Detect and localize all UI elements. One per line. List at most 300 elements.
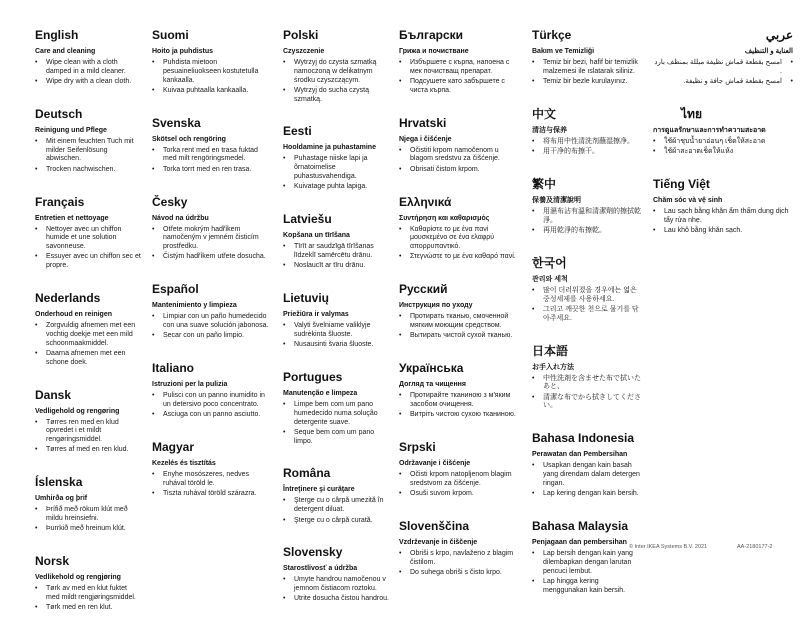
- care-instruction-list: [35, 506, 142, 534]
- care-instruction-list: [532, 59, 643, 87]
- bullet-icon: •: [399, 313, 402, 321]
- language-section: [283, 545, 389, 604]
- bullet-icon: •: [283, 183, 286, 191]
- care-instruction: [399, 166, 522, 175]
- care-instruction-list: [399, 59, 522, 96]
- care-instruction: [399, 147, 522, 165]
- language-title: Suomi: [152, 28, 189, 42]
- care-instruction: [283, 497, 389, 515]
- care-instruction-text: Lau khô bằng khăn sạch.: [664, 227, 743, 235]
- care-instruction-text: Torka rent med en trasa fuktad med milt rengöringsmedel.: [163, 146, 258, 163]
- care-instruction-list: [653, 59, 793, 87]
- language-title: Polski: [283, 28, 319, 42]
- care-instruction-text: Kuivaa puhtaalla kankaalla.: [163, 86, 249, 94]
- care-heading: Hooldamine ja puhastamine: [283, 144, 376, 152]
- care-instruction-text: Torka torrt med en ren trasa.: [163, 165, 252, 173]
- care-instruction: [283, 576, 389, 594]
- care-instruction-text: Lap bersih dengan kain yang dilembapkan dengan larutan pencuci lembut.: [543, 549, 633, 575]
- care-instruction-text: Wytrzyj do czysta szmatką namoczoną w delikatnym środku czyszczącym.: [294, 59, 377, 84]
- language-column: [35, 28, 142, 633]
- care-instruction-text: ใช้ผ้าชุบน้ำยาอ่อนๆ เช็ดให้สะอาด: [664, 137, 766, 145]
- bullet-icon: •: [35, 446, 38, 454]
- language-section: [283, 370, 389, 446]
- care-instruction-text: Tiszta ruhával töröld szárazra.: [163, 490, 257, 498]
- care-instruction-list: [399, 550, 522, 578]
- care-instruction-text: 그리고 깨끗한 천으로 물기를 닦아주세요.: [543, 305, 639, 322]
- care-instruction-text: Temiz bir bezle kurulayınız.: [543, 78, 628, 86]
- language-title: Slovensky: [283, 545, 343, 560]
- language-section: [532, 256, 643, 324]
- care-instruction: [283, 87, 389, 105]
- bullet-icon: •: [35, 604, 38, 612]
- care-instruction: [532, 550, 643, 576]
- care-instruction-list: [283, 59, 389, 104]
- care-instruction: [283, 322, 389, 340]
- language-section: [399, 116, 522, 175]
- care-instruction-list: [532, 287, 643, 324]
- care-instruction: [35, 446, 142, 455]
- care-instruction: [283, 429, 389, 447]
- care-instruction: [152, 253, 273, 262]
- care-instruction-text: Þurrkið með hreinum klút.: [46, 525, 126, 533]
- care-instruction-text: امسح بقطعة قماش جافة و نظيفة.: [683, 78, 782, 86]
- language-section: [35, 475, 142, 534]
- bullet-icon: •: [532, 305, 535, 313]
- care-instruction: [152, 332, 273, 341]
- language-section: [35, 291, 142, 367]
- bullet-icon: •: [152, 59, 155, 66]
- care-heading: Priežiūra ir valymas: [283, 311, 349, 319]
- care-instruction-text: Obriši s krpo, navlaženo z blagim čistilom.: [410, 549, 514, 566]
- care-heading: Reinigung und Pflege: [35, 126, 107, 134]
- language-title: Íslenska: [35, 475, 83, 490]
- care-instruction: [35, 585, 142, 603]
- care-instruction: [35, 525, 142, 534]
- language-title: Dansk: [35, 387, 72, 402]
- bullet-icon: •: [532, 148, 535, 156]
- language-section: [532, 28, 643, 87]
- care-instruction-text: Do suhega obriši s čisto krpo.: [410, 569, 502, 577]
- care-instruction-text: Essuyer avec un chiffon sec et propre.: [46, 253, 141, 270]
- bullet-icon: •: [35, 585, 38, 593]
- care-instruction-text: Протирайте тканиною з м'яким засобом очищення.: [410, 392, 511, 408]
- care-instruction: [283, 183, 389, 192]
- care-instruction-text: Lau sạch bằng khăn ẩm thấm dung dịch tẩy rửa nhẹ.: [664, 207, 789, 224]
- care-instruction: [283, 262, 389, 271]
- bullet-icon: •: [152, 253, 155, 261]
- care-instruction: [399, 550, 522, 568]
- care-instruction-text: Wytrzyj do sucha czystą szmatką.: [294, 86, 370, 103]
- care-instruction-list: [283, 497, 389, 525]
- care-instruction-text: Temiz bir bezi, hafif bir temizlik malzemesi ile ıslatarak siliniz.: [543, 59, 638, 75]
- bullet-icon: •: [653, 207, 656, 215]
- care-heading: Vzdrževanje in čiščenje: [399, 538, 478, 546]
- care-instruction: [35, 78, 142, 87]
- care-heading: Hoito ja puhdistus: [152, 48, 214, 55]
- bullet-icon: •: [35, 322, 38, 330]
- bullet-icon: •: [152, 411, 155, 419]
- care-heading: Návod na údržbu: [152, 214, 209, 222]
- care-heading: Întreţinere şi curăţare: [283, 486, 355, 494]
- care-instruction-text: Pulisci con un panno inumidito in un detersivo poco concentrato.: [163, 392, 265, 408]
- language-title: ไทย: [681, 106, 702, 121]
- care-instruction: [35, 226, 142, 252]
- language-section: [152, 195, 273, 263]
- care-instruction-list: [532, 375, 643, 412]
- bullet-icon: •: [283, 400, 286, 408]
- care-instruction: [532, 138, 643, 147]
- bullet-icon: •: [399, 146, 402, 154]
- care-instruction-text: Lap hingga kering menggunakan kain bersih.: [543, 577, 626, 594]
- care-instruction: [532, 394, 643, 412]
- care-instruction-text: Tørk av med en klut fuktet med mildt rengjøringsmiddel.: [46, 585, 136, 601]
- care-instruction-list: [35, 226, 142, 271]
- bullet-icon: •: [532, 577, 535, 585]
- care-heading: 清洁与保养: [532, 126, 567, 134]
- language-section: [152, 116, 273, 175]
- care-instruction-list: [152, 147, 273, 175]
- care-instruction-list: [152, 392, 273, 420]
- bullet-icon: •: [35, 418, 38, 426]
- care-instruction: [399, 332, 522, 341]
- care-instruction: [653, 138, 793, 147]
- language-title: Latviešu: [283, 212, 332, 227]
- language-section: [152, 440, 273, 499]
- language-section: [399, 28, 522, 96]
- care-instruction-text: Daarna afnemen met een schone doek.: [46, 349, 126, 366]
- care-instruction-text: Asciuga con un panno asciutto.: [163, 411, 261, 419]
- bullet-icon: •: [399, 165, 402, 173]
- care-instruction: [532, 59, 643, 77]
- language-section: [653, 177, 793, 236]
- bullet-icon: •: [399, 392, 402, 400]
- care-instruction: [532, 148, 643, 157]
- bullet-icon: •: [532, 137, 535, 145]
- care-instruction-text: Þrífið með rökum klút með mildu hreinsiefni.: [46, 506, 128, 523]
- language-section: [35, 28, 142, 87]
- bullet-icon: •: [35, 165, 38, 173]
- bullet-icon: •: [399, 225, 402, 233]
- care-instruction-text: Протирать тканью, смоченной мягким моющим средством.: [410, 313, 509, 330]
- care-instruction-list: [35, 59, 142, 87]
- language-column: [152, 28, 273, 633]
- care-instruction: [653, 148, 793, 157]
- care-instruction-text: Tørres ren med en klud opvredet i et mildt rengøringsmiddel.: [46, 418, 119, 444]
- bullet-icon: •: [283, 576, 286, 584]
- language-title: 繁中: [532, 176, 557, 191]
- bullet-icon: •: [532, 393, 535, 401]
- language-title: عربي: [765, 28, 793, 42]
- language-title: Türkçe: [532, 28, 572, 42]
- footer-copyright: © Inter IKEA Systems B.V. 2021: [629, 544, 708, 550]
- care-instruction-list: [283, 322, 389, 350]
- bullet-icon: •: [399, 78, 402, 86]
- care-heading: 관리와 세척: [532, 275, 568, 283]
- care-instruction: [283, 595, 389, 604]
- language-title: Bahasa Indonesia: [532, 431, 635, 446]
- language-section: [283, 212, 389, 271]
- care-instruction: [152, 147, 273, 165]
- care-instruction-text: Noslaucīt ar tīru drānu.: [294, 262, 366, 270]
- language-title: English: [35, 28, 79, 42]
- care-heading: Vedligehold og rengøring: [35, 407, 120, 415]
- care-instruction-text: Избършете с кърпа, напоена с мек почистващ препарат.: [410, 59, 510, 75]
- language-column: [283, 28, 389, 633]
- language-title: Magyar: [152, 440, 195, 455]
- care-heading: Manutenção e limpeza: [283, 389, 358, 397]
- care-instruction-text: Utrite dosucha čistou handrou.: [294, 595, 389, 603]
- language-column: [399, 28, 522, 633]
- language-section: [283, 124, 389, 192]
- care-instruction-list: [399, 392, 522, 420]
- care-instruction: [152, 471, 273, 489]
- language-title: Norsk: [35, 554, 70, 569]
- care-instruction-text: Nusausinti švaria šluoste.: [294, 341, 374, 349]
- care-instruction-text: Osuši suvom krpom.: [410, 490, 474, 498]
- care-instruction: [399, 471, 522, 489]
- care-instruction-list: [532, 138, 643, 157]
- bullet-icon: •: [35, 225, 38, 233]
- care-instruction: [152, 392, 273, 410]
- care-heading: Entretien et nettoyage: [35, 214, 109, 222]
- care-instruction: [35, 138, 142, 164]
- bullet-icon: •: [532, 227, 535, 235]
- language-title: Srpski: [399, 440, 436, 455]
- care-heading: お手入れ方法: [532, 363, 574, 371]
- bullet-icon: •: [532, 374, 535, 382]
- bullet-icon: •: [283, 341, 286, 349]
- bullet-icon: •: [532, 462, 535, 470]
- care-instruction: [283, 341, 389, 350]
- care-instruction: [35, 59, 142, 77]
- bullet-icon: •: [283, 428, 286, 436]
- language-title: 한국어: [532, 255, 567, 270]
- language-title: 日本語: [532, 343, 569, 358]
- care-instruction: [399, 392, 522, 410]
- care-instruction-text: امسح بقطعة قماش نظيفة مبللة بمنظف بارد .: [654, 59, 782, 75]
- care-heading: Mantenimiento y limpieza: [152, 302, 237, 310]
- care-instruction-text: Umyte handrou namočenou v jemnom čistiacom roztoku.: [294, 576, 386, 593]
- bullet-icon: •: [399, 253, 402, 261]
- language-title: Русский: [399, 282, 448, 297]
- care-instruction: [35, 604, 142, 613]
- care-instruction: [283, 59, 389, 85]
- care-instruction-list: [653, 208, 793, 236]
- care-instruction-text: Seque bem com um pano limpo.: [294, 428, 375, 445]
- care-instruction-list: [35, 585, 142, 613]
- care-instruction: [653, 59, 793, 77]
- language-section: [35, 388, 142, 456]
- care-heading: การดูแลรักษาและการทำความสะอาด: [653, 126, 766, 134]
- language-title: Български: [399, 28, 464, 42]
- care-instruction-text: Puhdista mietoon pesuaineliuokseen kostutetulla kankaalla.: [163, 59, 259, 84]
- language-section: [532, 344, 643, 412]
- bullet-icon: •: [35, 253, 38, 261]
- care-instruction: [283, 401, 389, 427]
- care-instruction: [532, 462, 643, 488]
- bullet-icon: •: [790, 59, 793, 66]
- bullet-icon: •: [283, 59, 286, 66]
- bullet-icon: •: [35, 78, 38, 86]
- bullet-icon: •: [653, 137, 656, 145]
- bullet-icon: •: [532, 286, 535, 294]
- care-heading: Bakım ve Temizliği: [532, 48, 595, 55]
- care-instruction: [532, 306, 643, 324]
- language-section: [532, 177, 643, 236]
- bullet-icon: •: [35, 137, 38, 145]
- care-instruction-text: Καθαρίστε το με ένα πανί μουσκεμένο σε ένα ελαφρύ απορρυπαντικό.: [410, 225, 495, 251]
- care-instruction-list: [35, 138, 142, 175]
- care-instruction-text: Očisti krpom natopljenom blagim sredstvom za čišćenje.: [410, 471, 512, 487]
- care-heading: Penjagaan dan pembersihan: [532, 538, 627, 546]
- language-title: Ελληνικά: [399, 194, 452, 209]
- bullet-icon: •: [283, 497, 286, 505]
- care-instruction: [35, 419, 142, 445]
- language-title: 中文: [532, 106, 557, 121]
- bullet-icon: •: [35, 349, 38, 357]
- care-instruction: [152, 59, 273, 85]
- care-instruction: [399, 59, 522, 77]
- care-instruction-list: [399, 147, 522, 175]
- care-instruction: [399, 78, 522, 96]
- care-instruction-text: Enyhe mosószeres, nedves ruhával töröld le.: [163, 471, 249, 487]
- bullet-icon: •: [283, 262, 286, 270]
- bullet-icon: •: [152, 392, 155, 400]
- bullet-icon: •: [283, 86, 286, 94]
- language-section: [152, 28, 273, 96]
- language-section: [653, 28, 793, 87]
- care-instruction-text: Tørk med en ren klut.: [46, 604, 113, 612]
- care-heading: Istruzioni per la pulizia: [152, 381, 228, 389]
- care-heading: Грижа и почистване: [399, 48, 469, 55]
- care-instruction-text: Limpe bem com um pano humedecido numa solução detergente suave.: [294, 400, 378, 426]
- care-instruction-list: [532, 550, 643, 595]
- care-instruction-text: Şterge cu o cârpă curată.: [294, 516, 373, 524]
- care-instruction: [152, 226, 273, 252]
- care-instruction-list: [283, 401, 389, 446]
- care-instruction-text: Şterge cu o cârpă umezită în detergent diluat.: [294, 497, 384, 514]
- care-heading: Czyszczenie: [283, 48, 325, 55]
- care-instruction-text: Usapkan dengan kain basah yang direndam dalam detergen ringan.: [543, 462, 640, 487]
- bullet-icon: •: [35, 525, 38, 533]
- care-instruction-text: ใช้ผ้าสะอาดเช็ดให้แห้ง: [664, 148, 734, 156]
- language-title: Portugues: [283, 369, 343, 384]
- care-instruction: [35, 506, 142, 524]
- care-instruction-text: Витріть чистою сухою тканиною.: [410, 411, 516, 419]
- care-instruction: [399, 411, 522, 420]
- care-instruction-text: Tīrīt ar saudzīgā tīrīšanas līdzeklī samērcētu drānu.: [294, 243, 374, 259]
- care-instruction-text: 将布用中性清洗剂蘸湿擦净。: [543, 137, 634, 145]
- bullet-icon: •: [152, 471, 155, 479]
- care-instruction-text: Otřete mokrým hadříkem namočeným v jemném čisticím prostředku.: [163, 225, 259, 251]
- care-instruction: [532, 78, 643, 87]
- bullet-icon: •: [399, 490, 402, 498]
- care-instruction: [399, 490, 522, 499]
- care-heading: Njega i čišćenje: [399, 135, 452, 143]
- care-instruction-list: [35, 419, 142, 456]
- care-heading: Инструкция по уходу: [399, 302, 473, 310]
- bullet-icon: •: [283, 243, 286, 251]
- care-heading: Vedlikehold og rengjøring: [35, 574, 121, 582]
- care-instruction-text: Wipe dry with a clean cloth.: [46, 78, 132, 86]
- care-instruction: [399, 569, 522, 578]
- care-instruction: [532, 227, 643, 236]
- care-instruction: [35, 166, 142, 175]
- language-section: [399, 519, 522, 578]
- bullet-icon: •: [399, 471, 402, 479]
- care-instruction-text: Tørres af med en ren klud.: [46, 446, 129, 454]
- care-instruction-list: [532, 462, 643, 499]
- language-section: [653, 107, 793, 157]
- language-column: [532, 28, 643, 633]
- bullet-icon: •: [283, 322, 286, 330]
- bullet-icon: •: [532, 59, 535, 66]
- language-section: [35, 195, 142, 271]
- bullet-icon: •: [399, 411, 402, 419]
- language-section: [399, 282, 522, 341]
- language-title: Українська: [399, 361, 464, 376]
- bullet-icon: •: [152, 86, 155, 94]
- language-title: Lietuvių: [283, 291, 330, 306]
- bullet-icon: •: [152, 332, 155, 340]
- language-title: Slovenščina: [399, 518, 470, 533]
- care-instruction-text: Limpiar con un paño humedecido con una suave solución jabonosa.: [163, 313, 269, 330]
- care-heading: Perawatan dan Pembersihan: [532, 451, 628, 459]
- language-section: [152, 361, 273, 420]
- care-instruction-list: [152, 59, 273, 96]
- language-section: [35, 107, 142, 175]
- care-instruction-text: 再用乾淨的布擦乾。: [543, 227, 606, 235]
- language-section: [399, 440, 522, 499]
- care-instruction: [152, 313, 273, 331]
- language-section: [532, 107, 643, 157]
- care-heading: Umhirða og þrif: [35, 495, 88, 503]
- bullet-icon: •: [283, 595, 286, 603]
- care-instruction-list: [283, 155, 389, 192]
- care-heading: 保養及清潔說明: [532, 196, 581, 204]
- care-instruction: [283, 155, 389, 181]
- care-heading: Održavanje i čišćenje: [399, 460, 471, 468]
- care-heading: Onderhoud en reinigen: [35, 311, 113, 319]
- bullet-icon: •: [35, 59, 38, 66]
- care-instruction-text: Zorgvuldig afnemen met een vochtig doekje met een mild schoonmaakmiddel.: [46, 322, 136, 347]
- bullet-icon: •: [152, 165, 155, 173]
- care-heading: Догляд та чищення: [399, 381, 466, 389]
- care-instruction-text: Obrisati čistom krpom.: [410, 165, 480, 173]
- care-instruction-list: [152, 313, 273, 341]
- care-instruction-list: [283, 243, 389, 271]
- bullet-icon: •: [152, 490, 155, 498]
- care-instruction: [152, 490, 273, 499]
- language-section: [532, 431, 643, 499]
- bullet-icon: •: [152, 146, 155, 154]
- care-instruction: [152, 411, 273, 420]
- bullet-icon: •: [283, 516, 286, 524]
- care-instruction: [653, 227, 793, 236]
- language-title: Español: [152, 282, 199, 297]
- care-instruction-text: 많이 더러워졌을 경우에는 엷은 중성세제를 사용하세요.: [543, 286, 637, 303]
- care-instruction: [399, 253, 522, 262]
- language-section: [283, 291, 389, 350]
- language-section: [283, 466, 389, 525]
- care-instruction-text: Στεγνώστε το με ένα καθαρό πανί.: [410, 253, 516, 261]
- bullet-icon: •: [399, 549, 402, 557]
- bullet-icon: •: [532, 549, 535, 557]
- bullet-icon: •: [532, 78, 535, 86]
- care-heading: Kopšana un tīrīšana: [283, 232, 350, 240]
- care-instruction-text: 中性洗剤を含ませた布で拭いたあと、: [543, 374, 641, 391]
- care-instruction: [399, 313, 522, 331]
